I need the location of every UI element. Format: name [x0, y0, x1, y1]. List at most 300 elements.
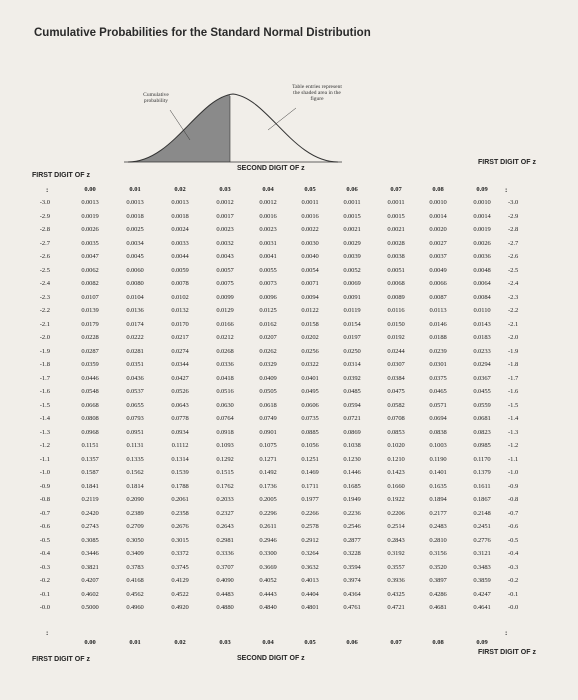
table-cell: 0.0078 [171, 280, 189, 287]
column-header: 0.09 [476, 186, 488, 193]
table-cell: 0.0110 [473, 307, 491, 314]
table-cell: 0.1660 [387, 482, 405, 490]
column-header: 0.04 [262, 186, 274, 193]
table-cell: 0.0027 [429, 239, 447, 247]
table-cell: 0.0307 [387, 361, 405, 368]
table-cell: 0.0019 [81, 212, 99, 220]
table-cell: 0.0013 [171, 199, 189, 206]
table-cell: 0.0526 [171, 388, 189, 395]
column-footer: 0.04 [262, 639, 274, 646]
table-cell: 0.2033 [216, 496, 234, 503]
table-cell: 0.0044 [171, 253, 189, 260]
row-z-right: -2.4 [508, 280, 519, 287]
table-cell: 0.0102 [171, 293, 189, 301]
table-cell: 0.0401 [301, 374, 319, 382]
table-cell: 0.0032 [216, 239, 234, 247]
table-cell: 0.0116 [387, 307, 405, 314]
table-cell: 0.0934 [171, 428, 189, 436]
row-z-right: -1.9 [508, 347, 519, 355]
table-cell: 0.4602 [81, 590, 99, 598]
table-cell: 0.0022 [301, 226, 319, 233]
row-z-left: -1.2 [39, 442, 50, 449]
table-cell: 0.1469 [301, 469, 319, 476]
table-cell: 0.0096 [259, 293, 277, 301]
table-cell: 0.1894 [429, 496, 447, 503]
table-cell: 0.0548 [81, 388, 99, 395]
table-cell: 0.0166 [216, 320, 234, 328]
table-cell: 0.2206 [387, 509, 405, 517]
table-cell: 0.0014 [473, 212, 491, 220]
table-cell: 0.0104 [126, 293, 144, 301]
table-cell: 0.0136 [126, 307, 144, 314]
table-cell: 0.0013 [126, 199, 144, 206]
table-cell: 0.0823 [473, 428, 491, 436]
table-cell: 0.0384 [387, 374, 405, 382]
table-cell: 0.0392 [343, 374, 361, 382]
table-cell: 0.3483 [473, 563, 491, 571]
table-cell: 0.0021 [343, 226, 361, 233]
table-cell: 0.0016 [259, 212, 277, 220]
table-cell: 0.0146 [429, 320, 447, 328]
table-cell: 0.0708 [387, 415, 405, 422]
table-cell: 0.2776 [473, 536, 491, 544]
table-cell: 0.1977 [301, 496, 319, 503]
table-cell: 0.1230 [343, 455, 361, 463]
table-cell: 0.2611 [259, 523, 277, 530]
column-header: 0.07 [390, 186, 402, 193]
table-cell: 0.0036 [473, 253, 491, 260]
column-footer: 0.09 [476, 639, 488, 646]
table-cell: 0.0808 [81, 415, 99, 422]
row-z-left: -2.4 [39, 280, 50, 287]
table-cell: 0.0301 [429, 361, 447, 368]
table-cell: 0.0082 [81, 280, 99, 287]
table-cell: 0.0188 [429, 334, 447, 341]
table-cell: 0.0174 [126, 320, 144, 328]
table-cell: 0.0054 [301, 266, 319, 274]
table-cell: 0.0618 [259, 401, 277, 409]
row-z-right: -0.6 [508, 523, 519, 530]
row-z-right: -1.6 [508, 388, 519, 395]
row-z-right: -2.2 [508, 307, 519, 314]
table-cell: 0.0594 [343, 401, 361, 409]
table-cell: 0.0055 [259, 266, 277, 274]
row-z-left: -2.5 [39, 266, 50, 274]
table-cell: 0.4443 [259, 590, 277, 598]
table-cell: 0.0778 [171, 415, 189, 422]
column-footer: 0.08 [432, 639, 444, 646]
table-cell: 0.4641 [473, 604, 491, 611]
table-cell: 0.0197 [343, 334, 361, 341]
first-digit-label-top-left: FIRST DIGIT OF z [32, 172, 90, 179]
table-cell: 0.1841 [81, 482, 99, 490]
table-cell: 0.0125 [259, 307, 277, 314]
row-z-right: -0.4 [508, 550, 519, 557]
table-cell: 0.0192 [387, 334, 405, 341]
table-cell: 0.2358 [171, 509, 189, 517]
table-cell: 0.3821 [81, 563, 99, 571]
table-cell: 0.0287 [81, 347, 99, 355]
table-cell: 0.1075 [259, 442, 277, 449]
row-z-right: -2.8 [508, 226, 519, 233]
table-cell: 0.3192 [387, 550, 405, 557]
table-cell: 0.1056 [301, 442, 319, 449]
table-cell: 0.0043 [216, 253, 234, 260]
table-cell: 0.0228 [81, 334, 99, 341]
first-digit-label-bottom-left: FIRST DIGIT OF z [32, 656, 90, 663]
table-cell: 0.0089 [387, 293, 405, 301]
table-cell: 0.0113 [429, 307, 447, 314]
table-cell: 0.0132 [171, 307, 189, 314]
table-cell: 0.0068 [387, 280, 405, 287]
table-cell: 0.4090 [216, 577, 234, 584]
table-cell: 0.4522 [171, 590, 189, 598]
table-cell: 0.2296 [259, 509, 277, 517]
row-z-left: -2.2 [39, 307, 50, 314]
table-cell: 0.0062 [81, 266, 99, 274]
row-z-left: -0.3 [39, 563, 50, 571]
table-cell: 0.1210 [387, 455, 405, 463]
row-z-left: -0.2 [39, 577, 50, 584]
row-z-right: -0.7 [508, 509, 519, 517]
table-cell: 0.4013 [301, 577, 319, 584]
row-z-left: -3.0 [39, 199, 50, 206]
table-cell: 0.2709 [126, 523, 144, 530]
colon-left-bottom: : [46, 629, 49, 637]
table-cell: 0.1379 [473, 469, 491, 476]
table-cell: 0.3936 [387, 577, 405, 584]
table-cell: 0.2451 [473, 523, 491, 530]
table-cell: 0.3707 [216, 563, 234, 571]
table-cell: 0.3409 [126, 550, 144, 557]
table-cell: 0.3372 [171, 550, 189, 557]
table-cell: 0.0455 [473, 388, 491, 395]
table-cell: 0.0262 [259, 347, 277, 355]
table-cell: 0.4721 [387, 604, 405, 611]
row-z-right: -3.0 [508, 199, 519, 206]
table-cell: 0.3121 [473, 550, 491, 557]
table-cell: 0.2810 [429, 536, 447, 544]
table-cell: 0.0274 [171, 347, 189, 355]
table-cell: 0.0087 [429, 293, 447, 301]
table-cell: 0.0721 [343, 415, 361, 422]
table-cell: 0.0344 [171, 361, 189, 368]
row-z-right: -0.2 [508, 577, 519, 584]
table-cell: 0.4483 [216, 590, 234, 598]
table-cell: 0.0094 [301, 293, 319, 301]
table-cell: 0.1170 [473, 455, 491, 463]
table-cell: 0.2946 [259, 536, 277, 544]
table-cell: 0.0409 [259, 374, 277, 382]
row-z-left: -2.9 [39, 212, 50, 220]
table-cell: 0.0951 [126, 428, 144, 436]
table-cell: 0.0793 [126, 415, 144, 422]
table-cell: 0.0122 [301, 307, 319, 314]
table-cell: 0.0749 [259, 415, 277, 422]
row-z-left: -0.6 [39, 523, 50, 530]
table-cell: 0.0150 [387, 320, 405, 328]
table-cell: 0.0427 [171, 374, 189, 382]
table-cell: 0.0853 [387, 428, 405, 436]
second-digit-label-top: SECOND DIGIT OF z [237, 165, 305, 172]
table-cell: 0.2266 [301, 509, 319, 517]
table-cell: 0.0045 [126, 253, 144, 260]
table-cell: 0.2843 [387, 536, 405, 544]
row-z-left: -1.9 [39, 347, 50, 355]
table-cell: 0.0244 [387, 347, 405, 355]
row-z-right: -1.8 [508, 361, 519, 368]
table-cell: 0.2061 [171, 496, 189, 503]
row-z-left: -0.0 [39, 604, 50, 611]
table-cell: 0.0064 [473, 280, 491, 287]
table-cell: 0.0143 [473, 320, 491, 328]
table-cell: 0.0281 [126, 347, 144, 355]
table-cell: 0.3594 [343, 563, 361, 571]
table-cell: 0.0838 [429, 428, 447, 436]
table-cell: 0.0170 [171, 320, 189, 328]
table-cell: 0.0630 [216, 401, 234, 409]
table-cell: 0.3264 [301, 550, 319, 557]
table-cell: 0.0030 [301, 239, 319, 247]
table-cell: 0.1492 [259, 469, 277, 476]
table-cell: 0.4920 [171, 604, 189, 611]
row-z-right: -0.9 [508, 482, 519, 490]
table-cell: 0.0643 [171, 401, 189, 409]
table-cell: 0.0018 [126, 212, 144, 220]
table-cell: 0.0028 [387, 239, 405, 247]
row-z-left: -0.7 [39, 509, 50, 517]
table-cell: 0.2546 [343, 523, 361, 530]
column-footer: 0.06 [346, 639, 358, 646]
table-cell: 0.3557 [387, 563, 405, 571]
table-cell: 0.0017 [216, 212, 234, 220]
table-cell: 0.3050 [126, 536, 144, 544]
table-cell: 0.1190 [429, 455, 447, 463]
table-cell: 0.0179 [81, 320, 99, 328]
row-z-left: -2.8 [39, 226, 50, 233]
table-cell: 0.0256 [301, 347, 319, 355]
table-cell: 0.2483 [429, 523, 447, 530]
table-cell: 0.0038 [387, 253, 405, 260]
table-cell: 0.0606 [301, 401, 319, 409]
table-cell: 0.0314 [343, 361, 361, 368]
column-footer: 0.03 [219, 639, 231, 646]
table-cell: 0.0885 [301, 428, 319, 436]
row-z-left: -1.5 [39, 401, 50, 409]
row-z-right: -0.5 [508, 536, 519, 544]
table-cell: 0.0129 [216, 307, 234, 314]
table-cell: 0.0020 [429, 226, 447, 233]
table-cell: 0.3015 [171, 536, 189, 544]
row-z-right: -0.0 [508, 604, 519, 611]
table-cell: 0.3336 [216, 550, 234, 557]
row-z-left: -2.7 [39, 239, 50, 247]
table-cell: 0.0985 [473, 442, 491, 449]
normal-curve-figure [118, 80, 348, 177]
table-cell: 0.0080 [126, 280, 144, 287]
table-cell: 0.0023 [216, 226, 234, 233]
row-z-right: -1.3 [508, 428, 519, 436]
table-cell: 0.3745 [171, 563, 189, 571]
row-z-right: -1.5 [508, 401, 519, 409]
column-header: 0.05 [304, 186, 316, 193]
table-cell: 0.0084 [473, 293, 491, 301]
table-cell: 0.0023 [259, 226, 277, 233]
table-cell: 0.1251 [301, 455, 319, 463]
row-z-left: -1.4 [39, 415, 50, 422]
table-cell: 0.0037 [429, 253, 447, 260]
table-cell: 0.1711 [301, 482, 319, 490]
table-cell: 0.1685 [343, 482, 361, 490]
table-cell: 0.2578 [301, 523, 319, 530]
table-cell: 0.0034 [126, 239, 144, 247]
table-cell: 0.1292 [216, 455, 234, 463]
table-cell: 0.2877 [343, 536, 361, 544]
table-cell: 0.2119 [81, 496, 99, 503]
table-cell: 0.1003 [429, 442, 447, 449]
column-footer: 0.01 [129, 639, 141, 646]
table-cell: 0.4840 [259, 604, 277, 611]
table-cell: 0.0537 [126, 388, 144, 395]
table-cell: 0.3520 [429, 563, 447, 571]
table-cell: 0.0012 [216, 199, 234, 206]
table-cell: 0.1922 [387, 496, 405, 503]
table-cell: 0.3859 [473, 577, 491, 584]
first-digit-label-bottom-right: FIRST DIGIT OF z [478, 649, 536, 656]
table-cell: 0.0418 [216, 374, 234, 382]
table-cell: 0.0011 [301, 199, 319, 206]
row-z-right: -2.7 [508, 239, 519, 247]
table-cell: 0.1736 [259, 482, 277, 490]
table-cell: 0.0655 [126, 401, 144, 409]
row-z-left: -1.1 [39, 455, 50, 463]
column-footer: 0.07 [390, 639, 402, 646]
table-cell: 0.0031 [259, 239, 277, 247]
table-cell: 0.2981 [216, 536, 234, 544]
table-cell: 0.0012 [259, 199, 277, 206]
table-cell: 0.0571 [429, 401, 447, 409]
row-z-left: -2.3 [39, 293, 50, 301]
column-header: 0.06 [346, 186, 358, 193]
table-cell: 0.0069 [343, 280, 361, 287]
table-cell: 0.0039 [343, 253, 361, 260]
table-cell: 0.2005 [259, 496, 277, 503]
table-cell: 0.3300 [259, 550, 277, 557]
cumulative-probability-label: Cumulative probability [143, 92, 169, 104]
table-cell: 0.2514 [387, 523, 405, 530]
table-cell: 0.4129 [171, 577, 189, 584]
table-cell: 0.0465 [429, 388, 447, 395]
table-cell: 0.0158 [301, 320, 319, 328]
table-cell: 0.0268 [216, 347, 234, 355]
table-cell: 0.0154 [343, 320, 361, 328]
table-cell: 0.1587 [81, 469, 99, 476]
table-cell: 0.4681 [429, 604, 447, 611]
table-cell: 0.2912 [301, 536, 319, 544]
table-cell: 0.4325 [387, 590, 405, 598]
table-cell: 0.0764 [216, 415, 234, 422]
table-cell: 0.0436 [126, 374, 144, 382]
table-cell: 0.1335 [126, 455, 144, 463]
row-z-left: -0.9 [39, 482, 50, 490]
table-cell: 0.4052 [259, 577, 277, 584]
table-cell: 0.4207 [81, 577, 99, 584]
table-cell: 0.0212 [216, 334, 234, 341]
row-z-right: -1.1 [508, 455, 519, 463]
table-cell: 0.1539 [171, 469, 189, 476]
table-cell: 0.0010 [429, 199, 447, 206]
table-cell: 0.1762 [216, 482, 234, 490]
table-cell: 0.0035 [81, 239, 99, 247]
row-z-left: -1.0 [39, 469, 50, 476]
table-cell: 0.0239 [429, 347, 447, 355]
table-cell: 0.2148 [473, 509, 491, 517]
table-cell: 0.1446 [343, 469, 361, 476]
row-z-right: -0.3 [508, 563, 519, 571]
column-header: 0.00 [84, 186, 96, 193]
row-z-right: -2.1 [508, 320, 519, 328]
table-cell: 0.0351 [126, 361, 144, 368]
row-z-right: -2.5 [508, 266, 519, 274]
table-cell: 0.4286 [429, 590, 447, 598]
table-cell: 0.0222 [126, 334, 144, 341]
table-cell: 0.0040 [301, 253, 319, 260]
table-cell: 0.2643 [216, 523, 234, 530]
table-cell: 0.0024 [171, 226, 189, 233]
table-cell: 0.1093 [216, 442, 234, 449]
page-title: Cumulative Probabilities for the Standard Normal Distribution [34, 27, 371, 39]
table-cell: 0.1112 [171, 442, 189, 449]
table-cell: 0.0099 [216, 293, 234, 301]
table-cell: 0.2676 [171, 523, 189, 530]
table-cell: 0.0057 [216, 266, 234, 274]
table-cell: 0.0011 [343, 199, 361, 206]
table-cell: 0.0107 [81, 293, 99, 301]
column-footer: 0.00 [84, 639, 96, 646]
table-cell: 0.1131 [126, 442, 144, 449]
table-cell: 0.0336 [216, 361, 234, 368]
row-z-left: -1.8 [39, 361, 50, 368]
table-cell: 0.1271 [259, 455, 277, 463]
row-z-right: -2.9 [508, 212, 519, 220]
row-z-left: -0.5 [39, 536, 50, 544]
colon-right-top: : [505, 186, 508, 194]
table-cell: 0.3156 [429, 550, 447, 557]
row-z-left: -1.6 [39, 388, 50, 395]
row-z-right: -0.1 [508, 590, 519, 598]
table-cell: 0.0139 [81, 307, 99, 314]
table-cell: 0.4247 [473, 590, 491, 598]
table-cell: 0.2389 [126, 509, 144, 517]
table-cell: 0.0060 [126, 266, 144, 274]
table-cell: 0.0026 [473, 239, 491, 247]
row-z-right: -1.4 [508, 415, 519, 422]
table-cell: 0.0359 [81, 361, 99, 368]
table-cell: 0.1867 [473, 496, 491, 503]
table-cell: 0.3446 [81, 550, 99, 557]
table-cell: 0.0869 [343, 428, 361, 436]
table-cell: 0.4168 [126, 577, 144, 584]
table-cell: 0.0119 [343, 307, 361, 314]
table-cell: 0.0495 [301, 388, 319, 395]
table-cell: 0.0013 [81, 199, 99, 206]
table-cell: 0.4404 [301, 590, 319, 598]
row-z-right: -0.8 [508, 496, 519, 503]
table-cell: 0.0019 [473, 226, 491, 233]
table-cell: 0.1357 [81, 455, 99, 463]
column-footer: 0.05 [304, 639, 316, 646]
table-cell: 0.0018 [171, 212, 189, 220]
